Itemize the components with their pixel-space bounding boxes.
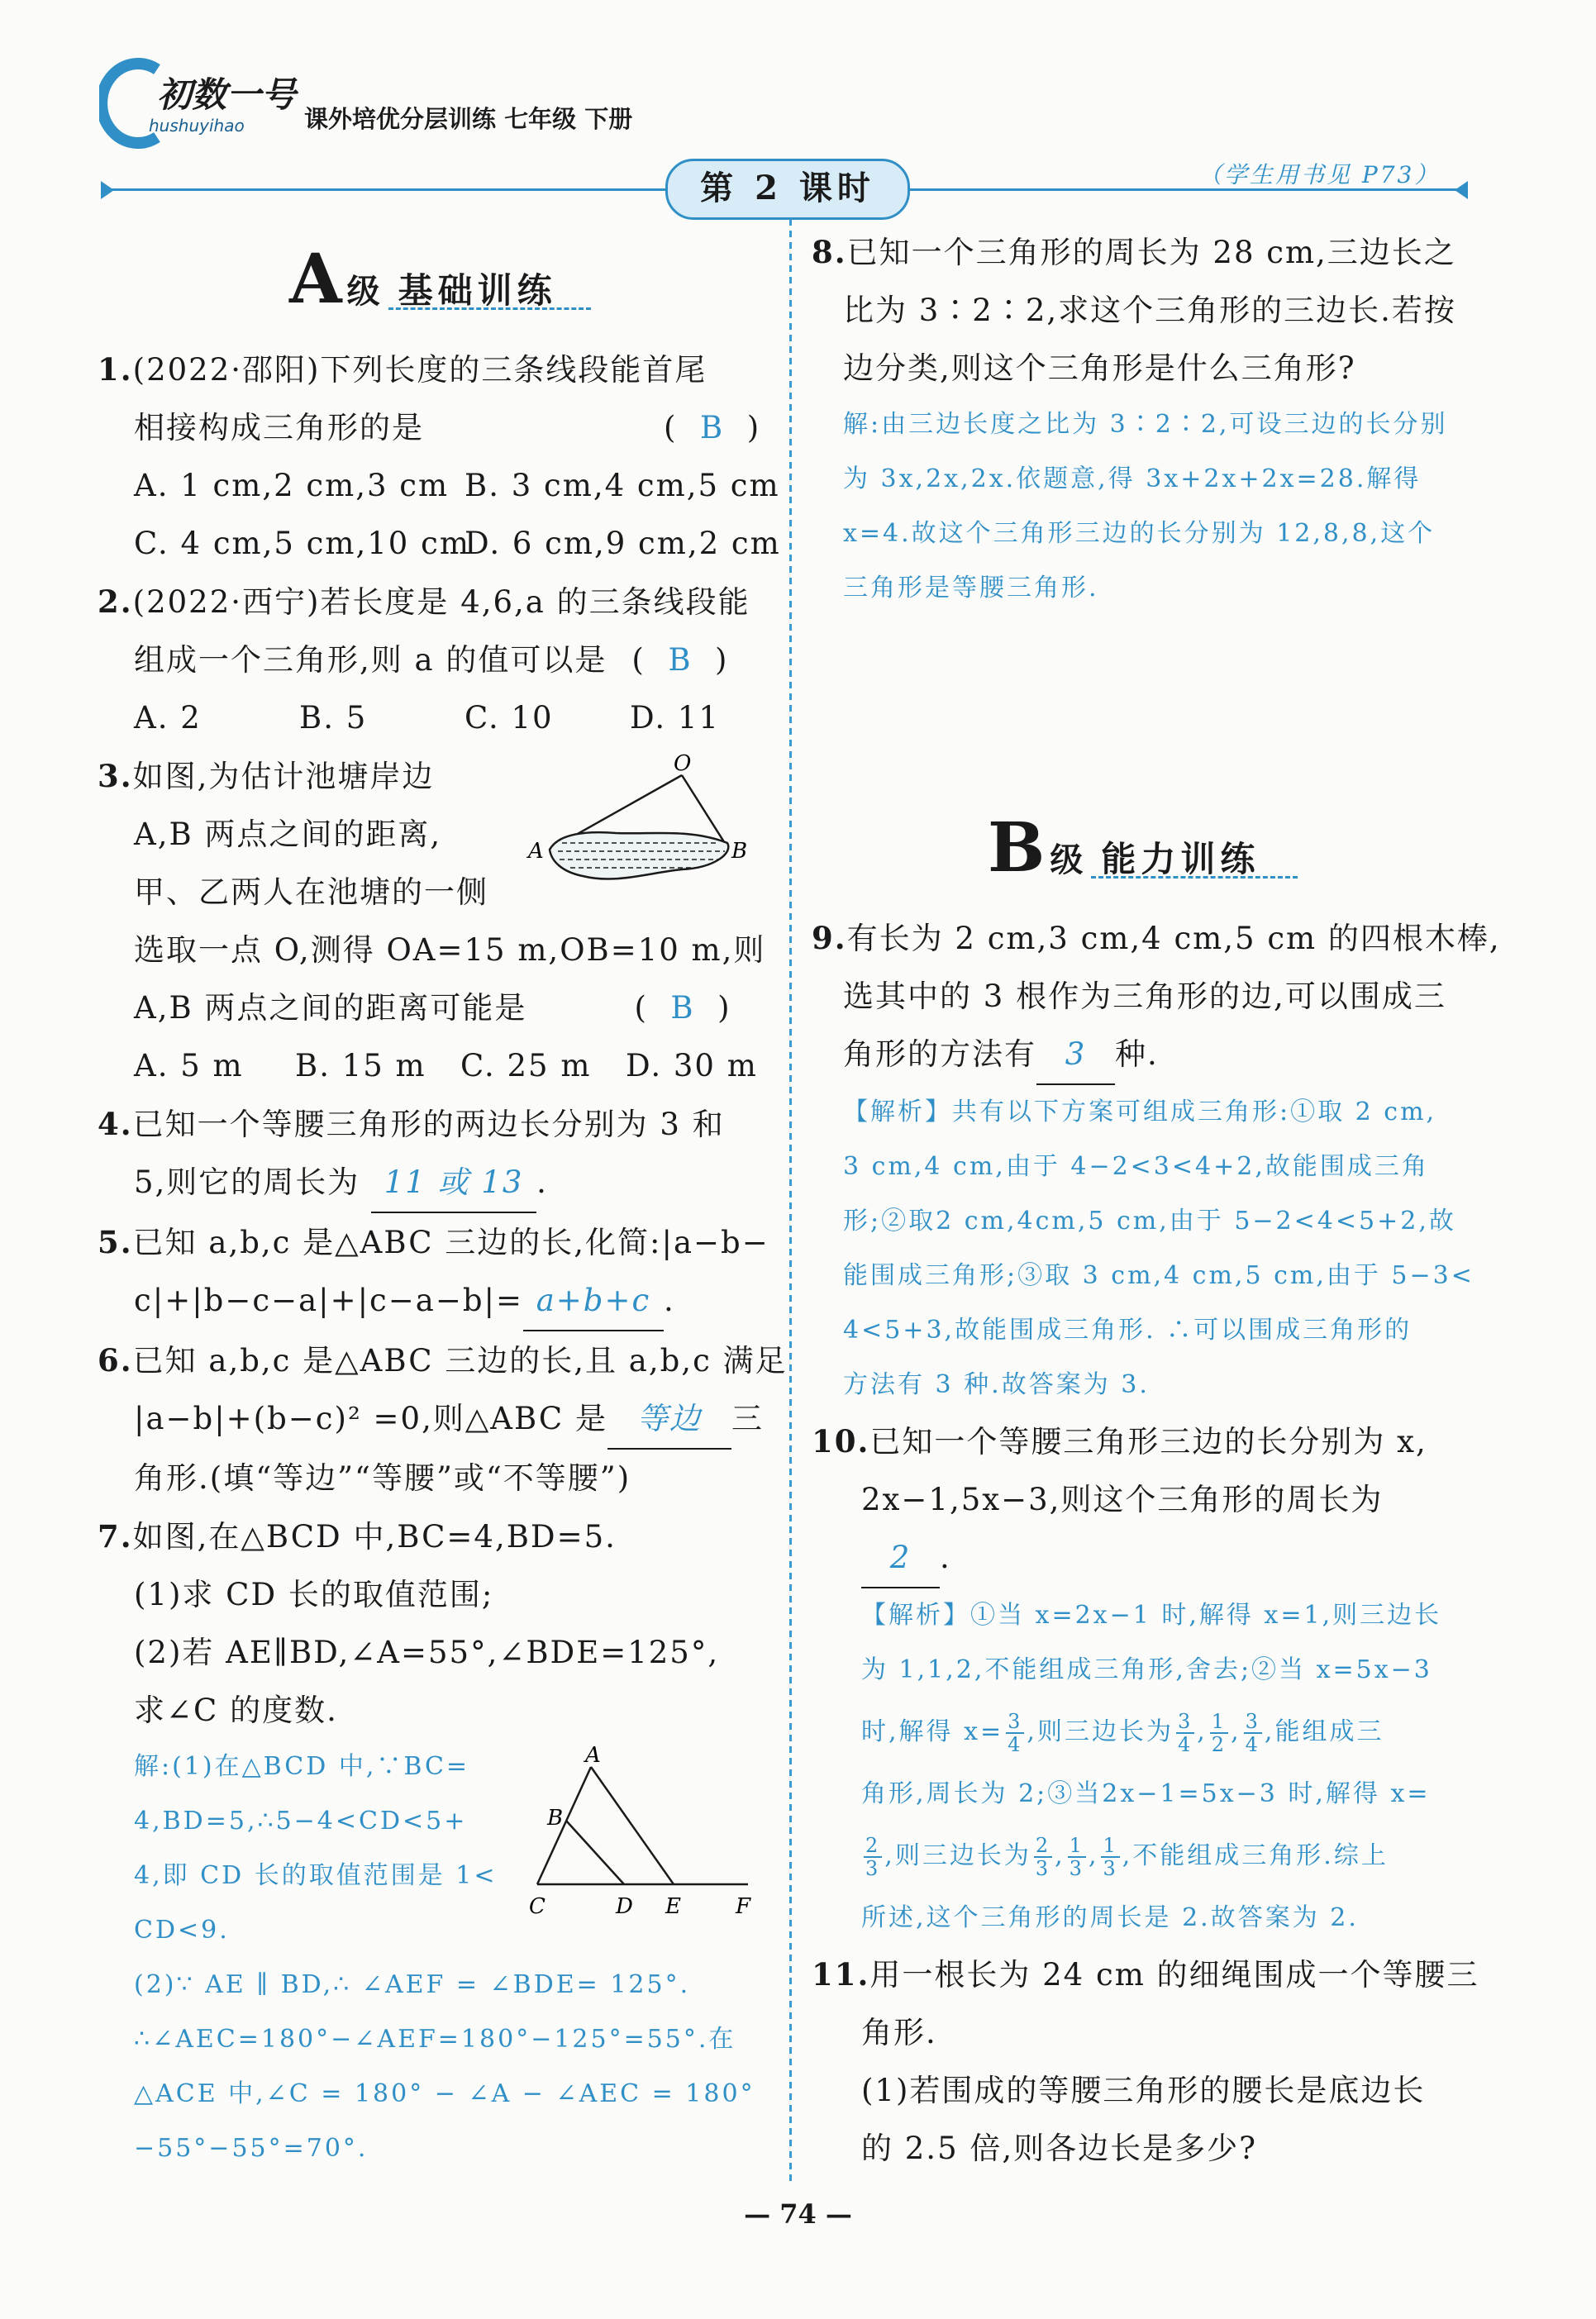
q4-line1: 4.已知一个等腰三角形的两边长分别为 3 和 — [98, 1106, 725, 1142]
q10-sol-line5: $\frac{2}{3}$ ,则三边长为 $\frac{2}{3}$ , $\frac{1}{3}$ , $\frac{1}{3}$ ,不能组成三角形.综上 — [865, 1834, 1389, 1880]
q8-sol-line2: 为 3x,2x,2x.依题意,得 3x+2x+2x=28.解得 — [843, 464, 1422, 493]
q10-line3: 2 . — [812, 1529, 1473, 1588]
right-column-top — [812, 223, 1473, 616]
q10-sol-line1: 【解析】①当 x=2x−1 时,解得 x=1,则三边长 — [861, 1601, 1442, 1630]
q8-sol-line1: 解:由三边长度之比为 3∶2∶2,可设三边的长分别 — [843, 410, 1448, 439]
q9-sol-line5: 4<5+3,故能围成三角形. ∴可以围成三角形的 — [843, 1316, 1413, 1345]
q3-line3: 甲、乙两人在池塘的一侧 — [134, 874, 488, 910]
tri-label-f: F — [736, 1894, 751, 1919]
q1-answer: B — [699, 410, 725, 445]
q3-options: A. 5 m B. 15 m C. 25 m D. 30 m — [134, 1048, 758, 1083]
q7-sol-line6: ∴∠AEC=180°−∠AEF=180°−125°=55°.在 — [134, 2025, 736, 2054]
pond-label-a: A — [528, 839, 544, 864]
q6-line1: 6.已知 a,b,c 是△ABC 三边的长,且 a,b,c 满足 — [98, 1342, 788, 1379]
q2-options: A. 2 B. 5 C. 10 D. 11 — [134, 700, 720, 736]
q2-answer: B — [668, 642, 693, 678]
q7-sol-line3: 4,即 CD 长的取值范围是 1< — [134, 1861, 498, 1890]
q3-line2: A,B 两点之间的距离, — [134, 817, 442, 852]
q10-frac-1-3-b: $\frac{1}{3}$ — [1103, 1834, 1118, 1880]
tri-label-c: C — [529, 1894, 545, 1919]
q9-sol-line2: 3 cm,4 cm,由于 4−2<3<4+2,故能围成三角 — [843, 1152, 1429, 1181]
q1-options-2: C. 4 cm,5 cm,10 cmD. 6 cm,9 cm,2 cm — [134, 526, 781, 561]
q2-line2: 组成一个三角形,则 a 的值可以是 ( B ) — [134, 642, 729, 678]
q1-line2: 相接构成三角形的是 ( B ) — [134, 410, 761, 445]
q10-line1: 10.已知一个等腰三角形三边的长分别为 x, — [812, 1423, 1427, 1459]
q9-sol-line3: 形;②取2 cm,4cm,5 cm,由于 5−2<4<5+2,故 — [843, 1207, 1456, 1236]
q10-frac-2-3: $\frac{2}{3}$ — [865, 1834, 881, 1880]
q3-answer: B — [670, 990, 695, 1026]
q11-line1: 11.用一根长为 24 cm 的细绳围成一个等腰三 — [812, 1956, 1479, 1993]
section-a-letter: A — [289, 240, 342, 319]
q6-answer-blank: 等边 — [607, 1390, 731, 1450]
q11-line2: 角形. — [861, 2015, 937, 2050]
q8-line3: 边分类,则这个三角形是什么三角形? — [843, 350, 1356, 386]
q10-answer-blank: 2 — [861, 1529, 940, 1588]
q10-sol-line2: 为 1,1,2,不能组成三角形,舍去;②当 x=5x−3 — [861, 1655, 1432, 1684]
q7-sol-line4: CD<9. — [134, 1916, 230, 1945]
q9-line3: 角形的方法有 3 种. — [812, 1026, 1473, 1085]
section-b-letter: B — [988, 808, 1046, 888]
tri-label-b: B — [547, 1806, 564, 1831]
q11-line4: 的 2.5 倍,则各边长是多少? — [861, 2131, 1257, 2166]
q8-line1: 8.已知一个三角形的周长为 28 cm,三边长之 — [812, 234, 1456, 270]
q7-sol-line8: −55°−55°=70°. — [134, 2134, 369, 2163]
q10-sol-line4: 角形,周长为 2;③当2x−1=5x−3 时,解得 x= — [861, 1779, 1431, 1808]
q9-solution — [812, 1085, 1473, 1412]
rule-right-arrow-icon — [1455, 181, 1468, 199]
series-title: 课外培优分层训练 七年级 下册 — [304, 105, 633, 133]
q7-line2: (1)求 CD 长的取值范围; — [134, 1577, 494, 1612]
q4-answer-blank: 11 或 13 — [371, 1154, 536, 1213]
q2-line1: 2.(2022·西宁)若长度是 4,6,a 的三条线段能 — [98, 583, 750, 620]
q10-frac-2-3-b: $\frac{2}{3}$ — [1035, 1834, 1051, 1880]
lesson-title: 第 2 课时 — [665, 159, 910, 220]
pond-label-b: B — [731, 839, 748, 864]
q10-frac-3-4: $\frac{3}{4}$ — [1008, 1710, 1023, 1756]
page-number: — 74 — — [744, 2198, 852, 2230]
q7-sol-line5: (2)∵ AE ∥ BD,∴ ∠AEF = ∠BDE= 125°. — [134, 1970, 691, 1999]
q9-line1: 9.有长为 2 cm,3 cm,4 cm,5 cm 的四根木棒, — [812, 920, 1501, 956]
q10-frac-1-2: $\frac{1}{2}$ — [1211, 1710, 1227, 1756]
q7-line3: (2)若 AE∥BD,∠A=55°,∠BDE=125°, — [134, 1635, 720, 1670]
q6-line3: 角形.(填“等边”“等腰”或“不等腰”) — [134, 1460, 631, 1496]
q8-sol-line3: x=4.故这个三角形三边的长分别为 12,8,8,这个 — [843, 519, 1436, 548]
q8-sol-line4: 三角形是等腰三角形. — [843, 574, 1099, 602]
q10-solution — [812, 1588, 1473, 1945]
q8-line2: 比为 3∶2∶2,求这个三角形的三边长.若按 — [843, 293, 1456, 328]
q3-line1: 3.如图,为估计池塘岸边 — [98, 758, 435, 794]
pond-label-o: O — [674, 752, 692, 776]
section-a-ji: 级 — [346, 272, 380, 311]
q7-sol-line2: 4,BD=5,∴5−4<CD<5+ — [134, 1807, 468, 1836]
section-a-title: 基础训练 — [398, 270, 557, 311]
q5-answer-blank: a+b+c — [523, 1272, 664, 1331]
section-a-heading — [289, 240, 557, 319]
section-b-ji: 级 — [1050, 840, 1084, 879]
q10-frac-1-3: $\frac{1}{3}$ — [1069, 1834, 1084, 1880]
q11-line3: (1)若围成的等腰三角形的腰长是底边长 — [861, 2073, 1426, 2108]
q1-line1: 1.(2022·邵阳)下列长度的三条线段能首尾 — [98, 351, 707, 388]
q10-line2: 2x−1,5x−3,则这个三角形的周长为 — [861, 1482, 1384, 1517]
q10-frac-3-4-b: $\frac{3}{4}$ — [1177, 1710, 1193, 1756]
q9-sol-line6: 方法有 3 种.故答案为 3. — [843, 1370, 1150, 1399]
q9-sol-line1: 【解析】共有以下方案可组成三角形:①取 2 cm, — [843, 1098, 1437, 1126]
logo-title: 初数一号 — [157, 74, 297, 115]
q9-sol-line4: 能围成三角形;③取 3 cm,4 cm,5 cm,由于 5−3< — [843, 1261, 1475, 1290]
q7-line1: 7.如图,在△BCD 中,BC=4,BD=5. — [98, 1518, 617, 1555]
q9-answer-blank: 3 — [1036, 1026, 1115, 1085]
tri-label-a: A — [585, 1744, 601, 1768]
q6-line2: |a−b|+(b−c)² =0,则△ABC 是 等边 三 — [98, 1390, 759, 1450]
q5-line2: c|+|b−c−a|+|c−a−b|= a+b+c . — [98, 1272, 759, 1331]
section-b-underline — [1091, 876, 1298, 879]
section-b-heading — [988, 808, 1260, 888]
section-b-title: 能力训练 — [1101, 839, 1260, 879]
column-divider — [789, 219, 792, 2186]
q3-line5: A,B 两点之间的距离可能是 ( B ) — [134, 990, 731, 1026]
q5-line1: 5.已知 a,b,c 是△ABC 三边的长,化简:|a−b− — [98, 1224, 769, 1260]
q10-sol-line6: 所述,这个三角形的周长是 2.故答案为 2. — [861, 1903, 1359, 1932]
tri-label-d: D — [616, 1894, 633, 1919]
q1-options-1: A. 1 cm,2 cm,3 cm B. 3 cm,4 cm,5 cm — [134, 468, 780, 503]
q7-sol-line7: △ACE 中,∠C = 180° − ∠A − ∠AEC = 180° — [134, 2079, 755, 2108]
logo-subtitle: hushuyihao — [149, 116, 245, 136]
q7-sol-line1: 解:(1)在△BCD 中,∵BC= — [134, 1752, 470, 1781]
triangle-figure — [529, 1744, 760, 1926]
q7-line4: 求∠C 的度数. — [134, 1693, 338, 1728]
q8-solution — [812, 398, 1473, 616]
q3-line4: 选取一点 O,测得 OA=15 m,OB=10 m,则 — [134, 932, 766, 968]
rule-left-arrow-icon — [101, 181, 114, 199]
book-reference: （学生用书见 P73） — [1198, 161, 1441, 188]
q4-line2: 5,则它的周长为 11 或 13 . — [98, 1154, 759, 1213]
q10-sol-line3: 时,解得 x= $\frac{3}{4}$ ,则三边长为 $\frac{3}{4}$ , $\frac{1}{2}$ , $\frac{3}{4}$ ,能组成三 — [861, 1710, 1384, 1756]
tri-label-e: E — [665, 1894, 681, 1919]
q9-line2: 选其中的 3 根作为三角形的边,可以围成三 — [843, 979, 1446, 1014]
right-column-bottom — [812, 909, 1501, 2178]
q10-frac-3-4-c: $\frac{3}{4}$ — [1245, 1710, 1260, 1756]
section-a-underline — [388, 307, 591, 310]
pond-figure — [525, 752, 748, 893]
